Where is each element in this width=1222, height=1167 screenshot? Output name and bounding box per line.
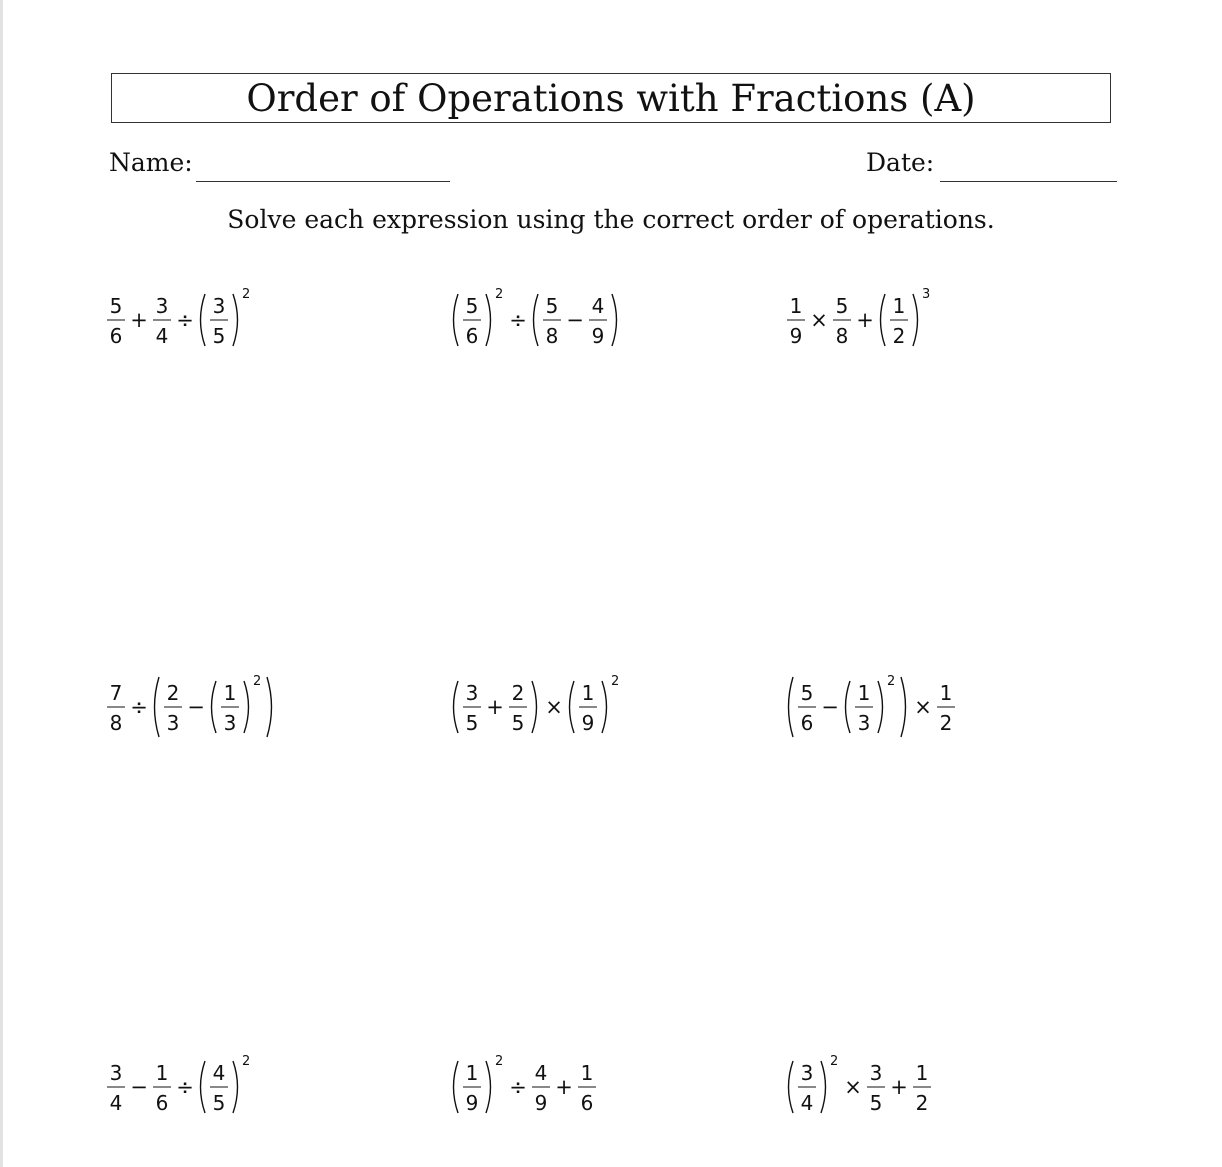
denominator: 3 — [857, 711, 871, 735]
exponent: 3 — [922, 287, 931, 302]
numerator: 1 — [155, 1061, 169, 1085]
numerator: 5 — [800, 681, 814, 705]
numerator: 3 — [155, 294, 169, 318]
denominator: 6 — [155, 1091, 169, 1115]
numerator: 5 — [835, 294, 849, 318]
numerator: 1 — [939, 681, 953, 705]
right-paren — [486, 1061, 491, 1113]
left-paren — [789, 677, 794, 737]
operator: ÷ — [176, 1075, 194, 1099]
operator: × — [545, 695, 563, 719]
denominator: 3 — [223, 711, 237, 735]
operator: + — [890, 1075, 908, 1099]
problem-6 — [785, 665, 963, 755]
operator: + — [555, 1075, 573, 1099]
name-blank-line[interactable] — [196, 181, 450, 182]
numerator: 5 — [545, 294, 559, 318]
exponent: 2 — [611, 674, 620, 689]
operator: ÷ — [130, 695, 148, 719]
problem-4 — [105, 665, 283, 755]
denominator: 4 — [109, 1091, 123, 1115]
right-paren — [233, 294, 238, 346]
right-paren — [602, 681, 607, 733]
right-paren — [532, 681, 537, 733]
right-paren — [244, 681, 249, 733]
date-blank-line[interactable] — [940, 181, 1117, 182]
operator: ÷ — [509, 308, 527, 332]
operator: − — [187, 695, 205, 719]
right-paren — [913, 294, 918, 346]
left-paren — [789, 1061, 794, 1113]
denominator: 5 — [212, 1091, 226, 1115]
exponent: 2 — [887, 674, 896, 689]
problem-7 — [105, 1045, 259, 1135]
numerator: 7 — [109, 681, 123, 705]
numerator: 4 — [212, 1061, 226, 1085]
denominator: 3 — [166, 711, 180, 735]
worksheet-title: Order of Operations with Fractions (A) — [246, 76, 976, 120]
left-paren — [155, 677, 160, 737]
worksheet-title-box — [111, 73, 1111, 123]
left-paren — [201, 1061, 206, 1113]
numerator: 1 — [581, 681, 595, 705]
exponent: 2 — [242, 1054, 251, 1069]
numerator: 4 — [534, 1061, 548, 1085]
denominator: 9 — [789, 324, 803, 348]
exponent: 2 — [495, 287, 504, 302]
problem-2 — [450, 278, 628, 368]
numerator: 3 — [800, 1061, 814, 1085]
denominator: 5 — [869, 1091, 883, 1115]
left-paren — [534, 294, 539, 346]
left-paren — [570, 681, 575, 733]
numerator: 1 — [465, 1061, 479, 1085]
left-paren — [846, 681, 851, 733]
right-paren — [267, 677, 272, 737]
right-paren — [233, 1061, 238, 1113]
left-paren — [212, 681, 217, 733]
numerator: 2 — [166, 681, 180, 705]
numerator: 1 — [223, 681, 237, 705]
denominator: 9 — [534, 1091, 548, 1115]
denominator: 5 — [511, 711, 525, 735]
operator: ÷ — [509, 1075, 527, 1099]
name-label: Name: — [109, 148, 193, 177]
left-paren — [454, 294, 459, 346]
numerator: 3 — [465, 681, 479, 705]
denominator: 5 — [465, 711, 479, 735]
denominator: 8 — [545, 324, 559, 348]
exponent: 2 — [253, 674, 262, 689]
numerator: 3 — [869, 1061, 883, 1085]
denominator: 4 — [800, 1091, 814, 1115]
operator: × — [810, 308, 828, 332]
denominator: 8 — [109, 711, 123, 735]
left-paren — [454, 1061, 459, 1113]
numerator: 1 — [915, 1061, 929, 1085]
operator: + — [856, 308, 874, 332]
right-paren — [821, 1061, 826, 1113]
right-paren — [486, 294, 491, 346]
numerator: 4 — [591, 294, 605, 318]
operator: − — [821, 695, 839, 719]
denominator: 4 — [155, 324, 169, 348]
operator: + — [130, 308, 148, 332]
denominator: 2 — [915, 1091, 929, 1115]
operator: − — [566, 308, 584, 332]
numerator: 1 — [789, 294, 803, 318]
denominator: 9 — [591, 324, 605, 348]
numerator: 3 — [109, 1061, 123, 1085]
numerator: 1 — [580, 1061, 594, 1085]
denominator: 9 — [581, 711, 595, 735]
left-paren — [881, 294, 886, 346]
numerator: 3 — [212, 294, 226, 318]
operator: − — [130, 1075, 148, 1099]
problem-3 — [785, 278, 939, 368]
exponent: 2 — [242, 287, 251, 302]
denominator: 6 — [109, 324, 123, 348]
denominator: 9 — [465, 1091, 479, 1115]
problem-1 — [105, 278, 259, 368]
operator: ÷ — [176, 308, 194, 332]
denominator: 6 — [800, 711, 814, 735]
numerator: 5 — [109, 294, 123, 318]
date-label: Date: — [866, 148, 935, 177]
page-edge — [0, 0, 3, 1167]
denominator: 2 — [892, 324, 906, 348]
denominator: 5 — [212, 324, 226, 348]
numerator: 5 — [465, 294, 479, 318]
right-paren — [901, 677, 906, 737]
problem-8 — [450, 1045, 604, 1135]
problem-5 — [450, 665, 628, 755]
instructions: Solve each expression using the correct order of operations. — [227, 205, 995, 234]
exponent: 2 — [830, 1054, 839, 1069]
numerator: 2 — [511, 681, 525, 705]
operator: + — [486, 695, 504, 719]
operator: × — [844, 1075, 862, 1099]
exponent: 2 — [495, 1054, 504, 1069]
left-paren — [454, 681, 459, 733]
left-paren — [201, 294, 206, 346]
denominator: 8 — [835, 324, 849, 348]
denominator: 2 — [939, 711, 953, 735]
problem-9 — [785, 1045, 939, 1135]
denominator: 6 — [465, 324, 479, 348]
denominator: 6 — [580, 1091, 594, 1115]
operator: × — [914, 695, 932, 719]
right-paren — [878, 681, 883, 733]
numerator: 1 — [857, 681, 871, 705]
numerator: 1 — [892, 294, 906, 318]
right-paren — [612, 294, 617, 346]
